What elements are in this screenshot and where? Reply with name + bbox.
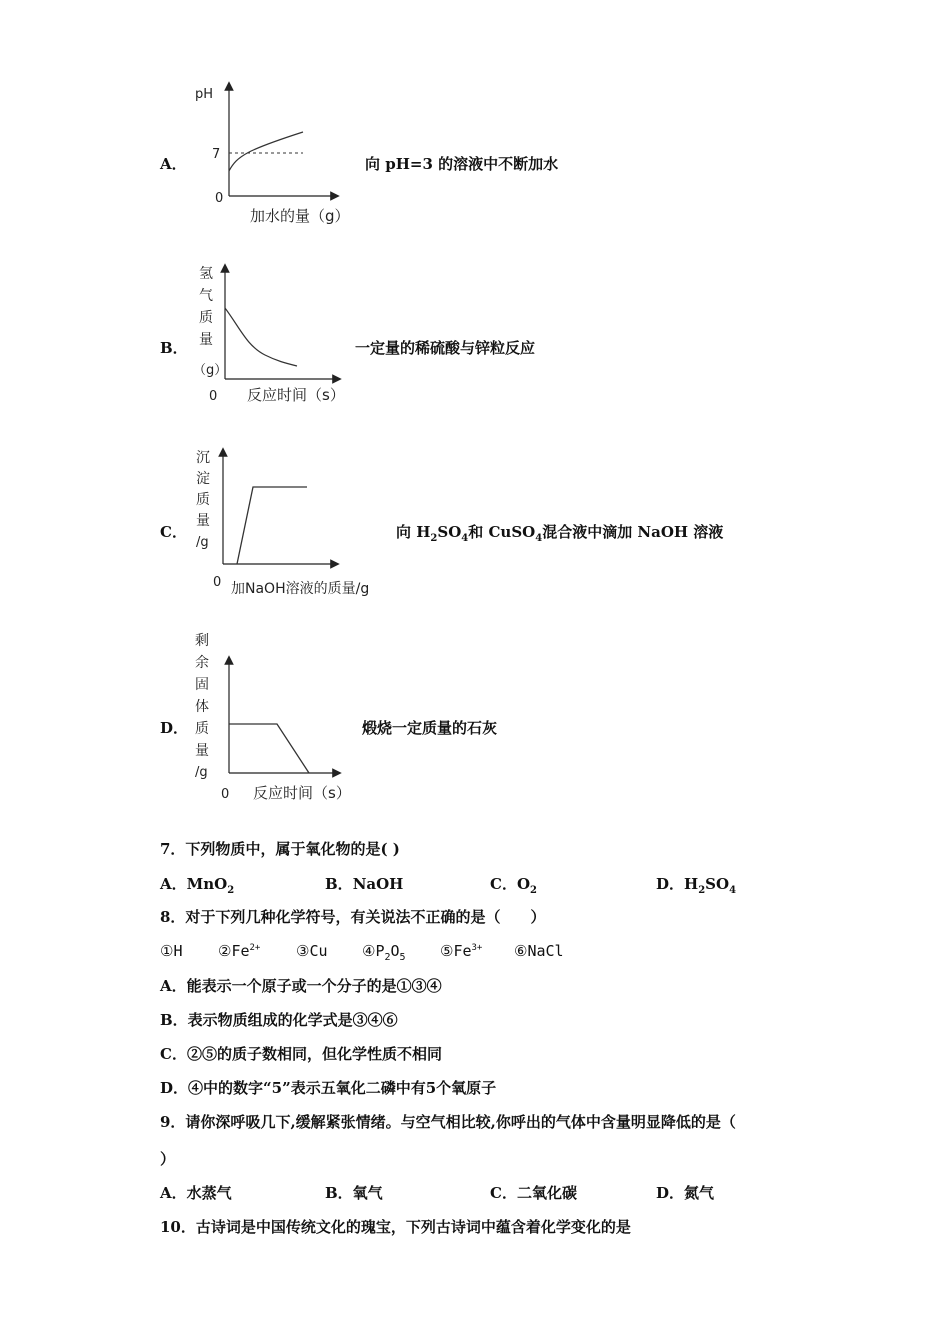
graph-c-y-char: 质: [196, 492, 210, 508]
question-7-option-b[interactable]: B．NaOH: [325, 875, 404, 893]
option-a-description: 向 pH=3 的溶液中不断加水: [365, 155, 559, 173]
question-10-stem: 10．古诗词是中国传统文化的瑰宝，下列古诗词中蕴含着化学变化的是: [160, 1218, 631, 1236]
graph-d-x-label: 反应时间（s）: [253, 784, 351, 802]
symbol-5: $⑤Fe^{3+}$: [440, 942, 483, 960]
graph-d-y-char: 量: [195, 743, 209, 759]
symbol-4: $④P_2O_5$: [362, 942, 406, 963]
graph-a-y-label: pH: [195, 87, 214, 102]
question-8-option-c[interactable]: C．②⑤的质子数相同，但化学性质不相同: [160, 1045, 442, 1063]
symbol-3: ③Cu: [296, 942, 328, 960]
option-b-label: B．: [160, 339, 188, 357]
option-c-label: C．: [160, 523, 187, 541]
symbol-6: ⑥NaCl: [514, 942, 564, 960]
question-8-option-a[interactable]: A．能表示一个原子或一个分子的是①③④: [160, 977, 442, 995]
graph-b-x-label: 反应时间（s）: [247, 386, 345, 404]
question-9-stem-line2: ）: [160, 1150, 176, 1168]
graph-a-x-label: 加水的量（g）: [250, 207, 350, 225]
question-8-stem: 8．对于下列几种化学符号，有关说法不正确的是（ ）: [160, 908, 546, 926]
graph-d: [185, 625, 365, 810]
question-9-option-d[interactable]: D．氮气: [656, 1184, 715, 1202]
graph-a-tick-7: 7: [212, 147, 221, 162]
graph-d-y-unit: /g: [195, 765, 208, 780]
graph-c-line: [237, 487, 307, 564]
graph-c-y-char: 沉: [196, 450, 210, 466]
graph-d-y-char: 剩: [195, 633, 209, 649]
graph-a-origin: 0: [215, 191, 224, 206]
graph-c-x-label: 加NaOH溶液的质量/g: [231, 581, 370, 597]
question-9-stem-line1: 9．请你深呼吸几下,缓解紧张情绪。与空气相比较,你呼出的气体中含量明显降低的是（: [160, 1113, 736, 1131]
question-9-option-c[interactable]: C．二氧化碳: [490, 1184, 577, 1202]
graph-b-y-char: 氢: [199, 266, 213, 282]
graph-d-y-char: 质: [195, 721, 209, 737]
question-8-option-b[interactable]: B．表示物质组成的化学式是③④⑥: [160, 1011, 398, 1029]
graph-c-y-char: 量: [196, 513, 210, 529]
question-7-option-a[interactable]: A．MnO$_2$: [160, 875, 235, 896]
option-b-description: 一定量的稀硫酸与锌粒反应: [355, 339, 536, 357]
graph-d-y-char: 固: [195, 677, 209, 693]
question-8-option-d[interactable]: D．④中的数字“5”表示五氧化二磷中有5个氧原子: [160, 1079, 497, 1097]
option-c-description: 向 $H_2SO_4$和 CuSO$_4$混合液中滴加 NaOH 溶液: [396, 523, 724, 544]
graph-b-y-unit: （g）: [193, 363, 228, 378]
symbol-1: ①H: [160, 942, 183, 960]
question-7-option-d[interactable]: D．$H_2SO_4$: [656, 875, 737, 896]
question-7-option-c[interactable]: C．$O_2$: [490, 875, 537, 896]
graph-d-line: [229, 724, 309, 773]
graph-d-y-char: 余: [195, 655, 209, 671]
option-a-label: A．: [160, 155, 187, 173]
graph-d-y-char: 体: [195, 699, 209, 715]
graph-c-origin: 0: [213, 575, 222, 590]
graph-a: [185, 78, 365, 228]
graph-b-origin: 0: [209, 389, 218, 404]
question-7-stem: 7．下列物质中，属于氧化物的是( ): [160, 840, 400, 858]
option-d-label: D．: [160, 719, 189, 737]
graph-d-origin: 0: [221, 787, 230, 802]
graph-a-curve: [229, 132, 303, 171]
question-9-option-a[interactable]: A．水蒸气: [160, 1184, 232, 1202]
graph-b-y-char: 量: [199, 332, 213, 348]
graph-c-y-unit: /g: [196, 535, 209, 550]
graph-b-y-char: 气: [199, 288, 213, 304]
symbol-2: $②Fe^{2+}$: [218, 942, 261, 960]
graph-c-y-char: 淀: [196, 471, 210, 487]
graph-b-y-char: 质: [199, 310, 213, 326]
question-9-option-b[interactable]: B．氧气: [325, 1184, 383, 1202]
graph-b: [185, 258, 360, 408]
graph-c: [185, 440, 400, 600]
option-d-description: 煅烧一定质量的石灰: [362, 719, 498, 737]
graph-b-curve: [225, 308, 297, 366]
